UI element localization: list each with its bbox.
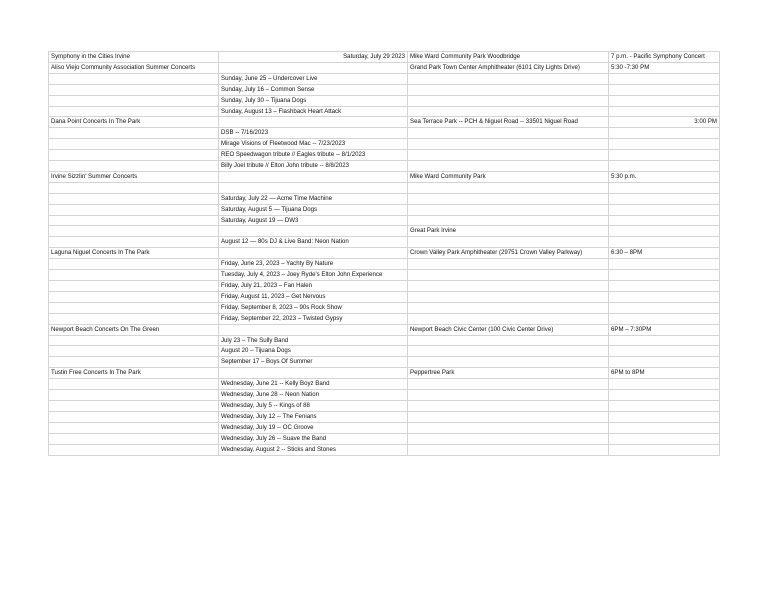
table-row [49, 357, 720, 368]
time-cell [609, 390, 720, 401]
venue-cell: Sea Terrace Park -- PCH & Niguel Road -- 33501 Niguel Road [408, 117, 609, 128]
venue-cell [408, 215, 609, 226]
table-row [49, 182, 720, 193]
event-date-cell: August 20 – Tijuana Dogs [219, 346, 408, 357]
series-name-cell: Symphony in the Cities Irvine [49, 52, 219, 63]
time-cell [609, 379, 720, 390]
event-date-cell: Wednesday, July 5 -- Kings of 88 [219, 400, 408, 411]
venue-cell [408, 422, 609, 433]
table-row [49, 433, 720, 444]
venue-cell [408, 313, 609, 324]
table-row [49, 346, 720, 357]
event-date-cell: Wednesday, July 26 -- Suave the Band [219, 433, 408, 444]
table-row [49, 248, 720, 259]
venue-cell [408, 84, 609, 95]
event-date-cell: Wednesday, June 21 -- Kelly Boyz Band [219, 379, 408, 390]
event-date-cell [219, 226, 408, 237]
table-row [49, 62, 720, 73]
time-cell [609, 182, 720, 193]
series-name-cell [49, 422, 219, 433]
event-date-cell: Wednesday, August 2 -- Sticks and Stones [219, 444, 408, 455]
table-row [49, 106, 720, 117]
table-row [49, 128, 720, 139]
time-cell [609, 95, 720, 106]
table-row [49, 84, 720, 95]
concert-schedule-sheet [48, 51, 719, 456]
event-date-cell: July 23 – The Sully Band [219, 335, 408, 346]
venue-cell [408, 346, 609, 357]
series-name-cell [49, 237, 219, 248]
series-name-cell [49, 73, 219, 84]
event-date-cell: Mirage Visions of Fleetwood Mac -- 7/23/2023 [219, 139, 408, 150]
table-row [49, 171, 720, 182]
series-name-cell [49, 204, 219, 215]
time-cell [609, 259, 720, 270]
venue-cell [408, 259, 609, 270]
time-cell [609, 215, 720, 226]
series-name-cell [49, 95, 219, 106]
time-cell [609, 433, 720, 444]
time-cell [609, 281, 720, 292]
series-name-cell: Irvine Sizzlin' Summer Concerts [49, 171, 219, 182]
time-cell [609, 422, 720, 433]
time-cell [609, 302, 720, 313]
time-cell [609, 357, 720, 368]
table-row [49, 204, 720, 215]
venue-cell [408, 150, 609, 161]
table-row [49, 73, 720, 84]
event-date-cell: Friday, August 11, 2023 – Get Nervous [219, 291, 408, 302]
series-name-cell [49, 411, 219, 422]
event-date-cell: Tuesday, July 4, 2023 – Joey Ryde's Elton John Experience [219, 270, 408, 281]
time-cell: 6PM to 8PM [609, 368, 720, 379]
event-date-cell: Sunday, June 25 – Undercover Live [219, 73, 408, 84]
time-cell [609, 106, 720, 117]
series-name-cell [49, 291, 219, 302]
venue-cell [408, 128, 609, 139]
series-name-cell [49, 226, 219, 237]
venue-cell [408, 390, 609, 401]
event-date-cell: Wednesday, July 12 -- The Fenians [219, 411, 408, 422]
series-name-cell [49, 433, 219, 444]
table-row [49, 368, 720, 379]
series-name-cell [49, 150, 219, 161]
event-date-cell: August 12 — 80s DJ & Live Band: Neon Nation [219, 237, 408, 248]
series-name-cell [49, 302, 219, 313]
series-name-cell [49, 444, 219, 455]
time-cell [609, 313, 720, 324]
table-row [49, 335, 720, 346]
time-cell [609, 84, 720, 95]
table-row [49, 259, 720, 270]
time-cell: 3:00 PM [609, 117, 720, 128]
series-name-cell [49, 357, 219, 368]
time-cell [609, 291, 720, 302]
venue-cell [408, 281, 609, 292]
event-date-cell [219, 368, 408, 379]
time-cell [609, 444, 720, 455]
time-cell: 6:30 – 8PM [609, 248, 720, 259]
event-date-cell: Friday, September 22, 2023 – Twisted Gypsy [219, 313, 408, 324]
time-cell [609, 226, 720, 237]
venue-cell: Mike Ward Community Park [408, 171, 609, 182]
venue-cell [408, 433, 609, 444]
series-name-cell [49, 313, 219, 324]
series-name-cell [49, 346, 219, 357]
series-name-cell [49, 161, 219, 172]
venue-cell [408, 270, 609, 281]
venue-cell [408, 182, 609, 193]
time-cell [609, 139, 720, 150]
venue-cell [408, 335, 609, 346]
venue-cell [408, 302, 609, 313]
series-name-cell: Aliso Viejo Community Association Summer Concerts [49, 62, 219, 73]
event-date-cell: Saturday, August 5 — Tijuana Dogs [219, 204, 408, 215]
series-name-cell [49, 193, 219, 204]
time-cell: 5:30 p.m. [609, 171, 720, 182]
series-name-cell [49, 400, 219, 411]
time-cell [609, 161, 720, 172]
venue-cell [408, 444, 609, 455]
time-cell [609, 270, 720, 281]
time-cell [609, 346, 720, 357]
venue-cell [408, 237, 609, 248]
series-name-cell: Laguna Niguel Concerts In The Park [49, 248, 219, 259]
venue-cell: Newport Beach Civic Center (100 Civic Center Drive) [408, 324, 609, 335]
series-name-cell [49, 270, 219, 281]
table-body [49, 52, 720, 456]
series-name-cell [49, 259, 219, 270]
table-row [49, 95, 720, 106]
table-row [49, 400, 720, 411]
table-row [49, 422, 720, 433]
table-row [49, 161, 720, 172]
event-date-cell [219, 324, 408, 335]
time-cell: 5:30 -7:30 PM [609, 62, 720, 73]
series-name-cell [49, 106, 219, 117]
time-cell [609, 411, 720, 422]
event-date-cell [219, 248, 408, 259]
series-name-cell [49, 182, 219, 193]
series-name-cell [49, 335, 219, 346]
table-row [49, 270, 720, 281]
concert-table [48, 51, 720, 456]
venue-cell [408, 291, 609, 302]
time-cell [609, 128, 720, 139]
event-date-cell: Wednesday, June 28 -- Neon Nation [219, 390, 408, 401]
venue-cell [408, 139, 609, 150]
series-name-cell: Tustin Free Concerts In The Park [49, 368, 219, 379]
time-cell: 6PM – 7:30PM [609, 324, 720, 335]
venue-cell: Peppertree Park [408, 368, 609, 379]
series-name-cell: Newport Beach Concerts On The Green [49, 324, 219, 335]
event-date-cell: Friday, June 23, 2023 – Yachty By Nature [219, 259, 408, 270]
venue-cell [408, 106, 609, 117]
table-row [49, 226, 720, 237]
venue-cell [408, 357, 609, 368]
event-date-cell: DSB -- 7/16/2023 [219, 128, 408, 139]
event-date-cell [219, 171, 408, 182]
table-row [49, 324, 720, 335]
event-date-cell: September 17 – Boys Of Summer [219, 357, 408, 368]
table-row [49, 281, 720, 292]
series-name-cell [49, 84, 219, 95]
time-cell: 7 p.m. - Pacific Symphony Concert [609, 52, 720, 63]
venue-cell [408, 161, 609, 172]
table-row [49, 237, 720, 248]
venue-cell [408, 193, 609, 204]
event-date-cell: Friday, July 21, 2023 – Fan Halen [219, 281, 408, 292]
table-row [49, 390, 720, 401]
time-cell [609, 335, 720, 346]
venue-cell: Grand Park Town Center Amphitheater (6101 City Lights Drive) [408, 62, 609, 73]
series-name-cell [49, 390, 219, 401]
series-name-cell [49, 128, 219, 139]
event-date-cell: Wednesday, July 19 -- OC Groove [219, 422, 408, 433]
event-date-cell: Sunday, August 13 – Flashback Heart Attack [219, 106, 408, 117]
table-row [49, 302, 720, 313]
event-date-cell: Friday, September 8, 2023 – 90s Rock Show [219, 302, 408, 313]
time-cell [609, 204, 720, 215]
time-cell [609, 400, 720, 411]
series-name-cell [49, 139, 219, 150]
table-row [49, 117, 720, 128]
venue-cell [408, 204, 609, 215]
table-row [49, 313, 720, 324]
event-date-cell: Saturday, July 22 — Acme Time Machine [219, 193, 408, 204]
table-row [49, 150, 720, 161]
table-row [49, 291, 720, 302]
event-date-cell: Billy Joel tribute // Elton John tribute -- 8/8/2023 [219, 161, 408, 172]
time-cell [609, 73, 720, 84]
event-date-cell: Saturday, July 29 2023 [219, 52, 408, 63]
series-name-cell [49, 215, 219, 226]
table-row [49, 52, 720, 63]
venue-cell [408, 379, 609, 390]
time-cell [609, 193, 720, 204]
time-cell [609, 237, 720, 248]
event-date-cell [219, 117, 408, 128]
table-row [49, 444, 720, 455]
table-row [49, 379, 720, 390]
venue-cell [408, 73, 609, 84]
venue-cell: Great Park Irvine [408, 226, 609, 237]
event-date-cell [219, 62, 408, 73]
event-date-cell: REO Speedwagon tribute // Eagles tribute -- 8/1/2023 [219, 150, 408, 161]
event-date-cell: Sunday, July 30 – Tijuana Dogs [219, 95, 408, 106]
table-row [49, 139, 720, 150]
time-cell [609, 150, 720, 161]
venue-cell: Crown Valley Park Amphitheater (29751 Crown Valley Parkway) [408, 248, 609, 259]
event-date-cell [219, 182, 408, 193]
venue-cell: Mike Ward Community Park Woodbridge [408, 52, 609, 63]
table-row [49, 215, 720, 226]
venue-cell [408, 411, 609, 422]
series-name-cell: Dana Point Concerts In The Park [49, 117, 219, 128]
table-row [49, 411, 720, 422]
event-date-cell: Sunday, July 16 – Common Sense [219, 84, 408, 95]
table-row [49, 193, 720, 204]
event-date-cell: Saturday, August 19 — DW3 [219, 215, 408, 226]
venue-cell [408, 400, 609, 411]
venue-cell [408, 95, 609, 106]
series-name-cell [49, 379, 219, 390]
series-name-cell [49, 281, 219, 292]
